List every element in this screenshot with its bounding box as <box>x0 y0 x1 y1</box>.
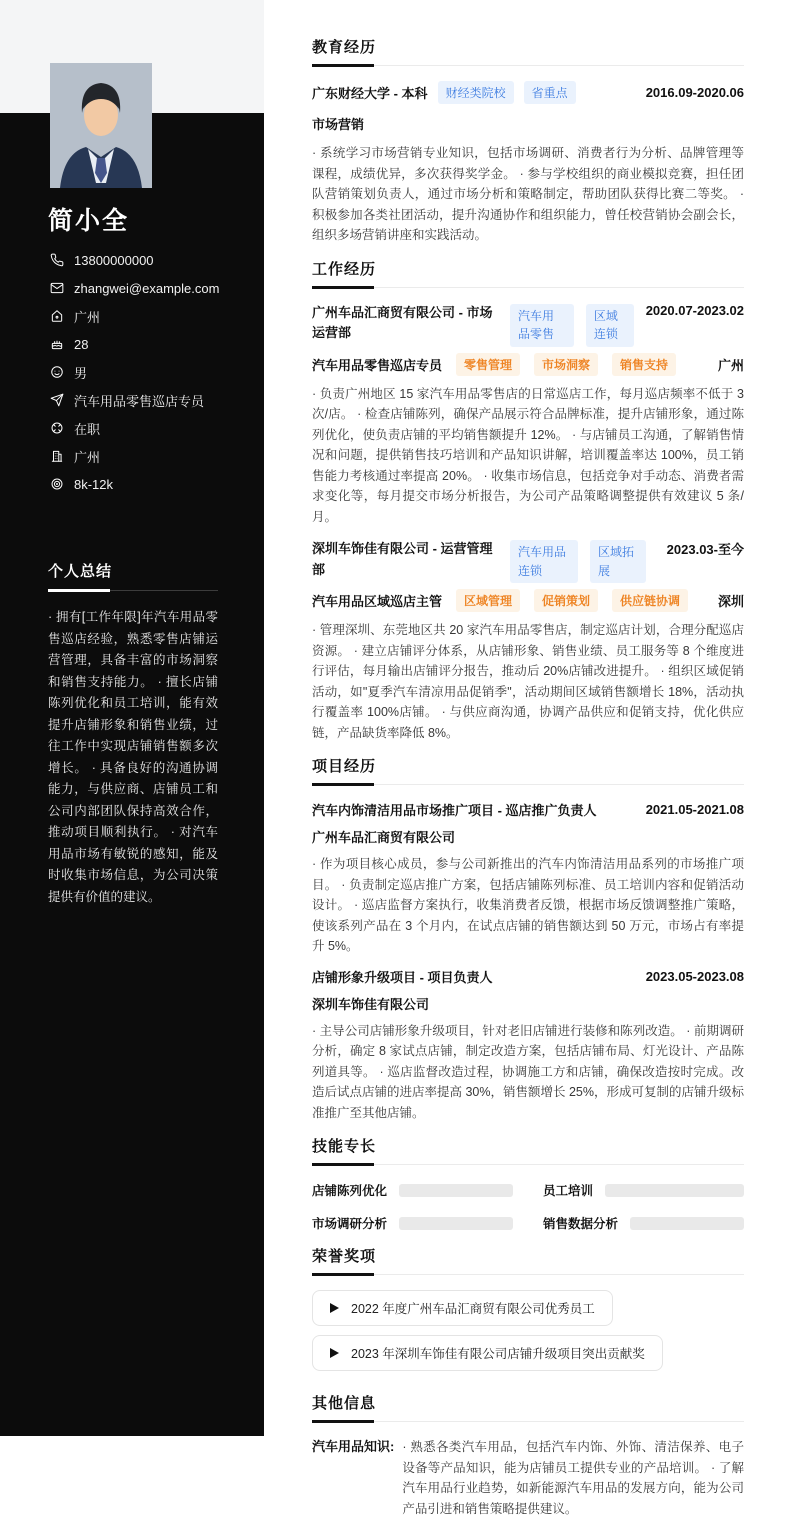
skill-tag: 零售管理 <box>456 353 520 376</box>
skills-section-title: 技能专长 <box>312 1135 744 1165</box>
contact-row-phone <box>50 246 250 274</box>
skill-label: 市场调研分析 <box>312 1217 388 1232</box>
skill-tag: 销售支持 <box>612 353 676 376</box>
home-icon <box>50 309 64 323</box>
company-name: 广州车品汇商贸有限公司 - 市场运营部 <box>312 304 493 341</box>
project-entry <box>312 967 744 1124</box>
skill-item <box>543 1180 744 1200</box>
section-honors <box>312 1245 744 1380</box>
contact-value-city: 广州 <box>74 449 101 465</box>
position-title: 汽车用品零售巡店专员 <box>312 357 443 373</box>
main-content <box>312 0 744 1519</box>
contact-value-desired-position: 汽车用品零售巡店专员 <box>74 393 205 409</box>
honor-text: 2022 年度广州车品汇商贸有限公司优秀员工 <box>351 1302 595 1317</box>
phone-icon <box>50 253 64 267</box>
status-icon <box>50 421 64 435</box>
project-description: · 作为项目核心成员，参与公司新推出的汽车内饰清洁用品系列的市场推广项目。 · 负责制定巡店推广方案，包括店铺陈列标准、员工培训内容和促销活动设计。 · 巡店监督方案执行，收集消费者反馈，根据市场反馈调整推广策略，使该系列产品在 3 个月内，在试点店铺的销售额达到 50 万元，市场占有率提升 5%。 <box>312 857 744 954</box>
company-name: 深圳车饰佳有限公司 - 运营管理部 <box>312 541 493 577</box>
paper-plane-icon <box>50 393 64 407</box>
other-label: 汽车用品知识: <box>312 1439 395 1455</box>
contact-value-email: zhangwei@example.com <box>74 280 220 296</box>
skill-bar-track <box>630 1217 744 1230</box>
work-date: 2023.03-至今 <box>666 542 744 558</box>
skill-item <box>543 1213 744 1233</box>
contact-value-salary: 8k-12k <box>74 476 114 492</box>
contact-row-city <box>50 442 250 470</box>
company-tag: 汽车用品连锁 <box>510 540 578 583</box>
contact-list <box>50 246 250 498</box>
work-city: 广州 <box>717 357 744 373</box>
contact-row-gender <box>50 358 250 386</box>
contact-row-desired-position <box>50 386 250 414</box>
project-title: 汽车内饰清洁用品市场推广项目 - 巡店推广负责人 <box>312 803 597 819</box>
birthday-icon <box>50 337 64 351</box>
summary-text: · 拥有[工作年限]年汽车用品零售巡店经验，熟悉零售店铺运营管理，具备丰富的市场洞察和销售支持能力。 · 擅长店铺陈列优化和员工培训，能有效提升店铺形象和销售业绩，过往工作中实现店铺销售额多次增长。 · 具备良好的沟通协调能力，与供应商、店铺员工和公司内部团队保持高效合作，推动项目顺利执行。 · 对汽车用品市场有敏锐的感知，能及时收集市场信息，为公司决策提供有价值的建议。 <box>48 610 218 904</box>
contact-row-status <box>50 414 250 442</box>
play-icon <box>330 1348 339 1358</box>
gender-icon <box>50 365 64 379</box>
skill-tag: 供应链协调 <box>612 589 688 612</box>
work-entry <box>312 539 744 743</box>
work-entry <box>312 303 744 528</box>
education-date: 2016.09-2020.06 <box>645 85 744 100</box>
contact-value-age: 28 <box>74 336 89 352</box>
skill-tag: 市场洞察 <box>534 353 598 376</box>
honors-section-title: 荣誉奖项 <box>312 1245 744 1275</box>
company-tags <box>510 539 655 583</box>
building-icon <box>50 449 64 463</box>
honor-item[interactable] <box>312 1290 613 1326</box>
project-header <box>312 967 744 986</box>
summary-section <box>48 560 218 908</box>
section-skills <box>312 1135 744 1233</box>
project-entry <box>312 800 744 957</box>
work-city: 深圳 <box>717 594 744 610</box>
salary-icon <box>50 477 64 491</box>
contact-row-email <box>50 274 250 302</box>
position-title: 汽车用品区域巡店主管 <box>312 594 443 610</box>
contact-row-age <box>50 330 250 358</box>
contact-value-status: 在职 <box>74 421 101 437</box>
project-title: 店铺形象升级项目 - 项目负责人 <box>312 969 493 985</box>
projects-section-title: 项目经历 <box>312 755 744 785</box>
honor-list <box>312 1290 744 1380</box>
skill-grid <box>312 1180 744 1233</box>
candidate-name: 简小全 <box>48 207 130 235</box>
contact-row-residence <box>50 302 250 330</box>
work-section-title: 工作经历 <box>312 258 744 288</box>
project-date: 2023.05-2023.08 <box>645 968 744 984</box>
skill-label: 店铺陈列优化 <box>312 1184 388 1199</box>
skill-bar-track <box>605 1184 744 1197</box>
project-date: 2021.05-2021.08 <box>645 802 744 818</box>
school-tag: 财经类院校 <box>438 81 514 104</box>
project-company: 广州车品汇商贸有限公司 <box>312 830 456 846</box>
work-date: 2020.07-2023.02 <box>645 302 744 318</box>
skill-label: 销售数据分析 <box>543 1217 619 1232</box>
contact-value-phone: 13800000000 <box>74 252 154 268</box>
contact-row-salary <box>50 470 250 498</box>
project-header <box>312 800 744 819</box>
skill-item <box>312 1213 513 1233</box>
school-name: 广东财经大学 - 本科 <box>312 86 428 101</box>
profile-photo-image <box>50 63 152 188</box>
other-text: · 熟悉各类汽车用品，包括汽车内饰、外饰、清洁保养、电子设备等产品知识，能为店铺员工提供专业的产品培训。 · 了解汽车用品行业趋势，如新能源汽车用品的发展方向，能为公司产品引进和销售策略提供建议。 <box>402 1440 744 1516</box>
section-education <box>312 36 744 246</box>
work-entry-header <box>312 303 744 347</box>
company-tag: 汽车用品零售 <box>510 304 574 347</box>
work-entry-header <box>312 539 744 583</box>
contact-value-gender: 男 <box>74 365 88 381</box>
skill-item <box>312 1180 513 1200</box>
major: 市场营销 <box>312 117 365 132</box>
project-company: 深圳车饰佳有限公司 <box>312 996 430 1012</box>
profile-photo <box>50 63 152 188</box>
skill-tag: 促销策划 <box>534 589 598 612</box>
school-tag: 省重点 <box>524 81 576 104</box>
honor-item[interactable] <box>312 1335 663 1371</box>
education-description: · 系统学习市场营销专业知识，包括市场调研、消费者行为分析、品牌管理等课程，成绩优异，多次获得奖学金。 · 参与学校组织的商业模拟竞赛，担任团队营销策划负责人，通过市场分析和策略制定，帮助团队获得比赛二等奖。 · 积极参加各类社团活动，提升沟通协作和组织能力，曾任校营销协会副会长，组织多场营销讲座和实践活动。 <box>312 146 744 242</box>
play-icon <box>330 1303 339 1313</box>
skill-label: 员工培训 <box>543 1184 594 1199</box>
sidebar <box>0 0 264 1436</box>
other-section-title: 其他信息 <box>312 1392 744 1422</box>
education-header <box>312 81 744 104</box>
section-projects <box>312 755 744 1123</box>
company-tag: 区域拓展 <box>590 540 646 583</box>
project-description: · 主导公司店铺形象升级项目，针对老旧店铺进行装修和陈列改造。 · 前期调研分析，确定 8 家试点店铺，制定改造方案，包括店铺布局、灯光设计、产品陈列道具等。 · 巡店监督改造过程，协调施工方和店铺，确保改造按时完成。改造后试点店铺的进店率提高 30%，销售额增长 25%，形成可复制的店铺升级标准推广至其他店铺。 <box>312 1023 744 1120</box>
company-tags <box>510 303 634 347</box>
honor-text: 2023 年深圳车饰佳有限公司店铺升级项目突出贡献奖 <box>351 1347 645 1362</box>
company-tag: 区域连锁 <box>586 304 634 347</box>
contact-value-residence: 广州 <box>74 309 101 325</box>
work-description: · 负责广州地区 15 家汽车用品零售店的日常巡店工作，每月巡店频率不低于 3 次/店。 · 检查店铺陈列，确保产品展示符合品牌标准，提升店铺形象，通过陈列优化，使负责店铺的平均销售额提升 12%。 · 与店铺员工沟通，了解销售情况和问题，提供销售技巧培训和产品知识讲解，培训覆盖率达 100%，员工销售能力考核通过率提高 20%。 · 收集市场信息，包括竞争对手动态、消费者需求变化等，每月提交市场分析报告，为公司产品策略调整提供有效建议 5 条/月。 <box>312 386 744 524</box>
section-other <box>312 1392 744 1519</box>
summary-title: 个人总结 <box>48 560 218 591</box>
skill-bar-track <box>399 1217 513 1230</box>
skill-bar-track <box>399 1184 513 1197</box>
position-row <box>312 589 744 612</box>
email-icon <box>50 281 64 295</box>
skill-tag: 区域管理 <box>456 589 520 612</box>
work-description: · 管理深圳、东莞地区共 20 家汽车用品零售店，制定巡店计划，合理分配巡店资源。 · 建立店铺评分体系，从店铺形象、销售业绩、员工服务等 8 个维度进行评估，每月输出店铺评分报告，推动后 20%店铺改进提升。 · 组织区域促销活动，如"夏季汽车清凉用品促销季"，活动期间区域销售额增长 18%，活动执行覆盖率 100%店铺。 · 与供应商沟通，协调产品供应和促销支持，优化供应链，产品缺货率降低 8%。 <box>312 623 744 740</box>
other-row <box>312 1437 744 1519</box>
education-section-title: 教育经历 <box>312 36 744 66</box>
position-row <box>312 353 744 376</box>
section-work <box>312 258 744 744</box>
